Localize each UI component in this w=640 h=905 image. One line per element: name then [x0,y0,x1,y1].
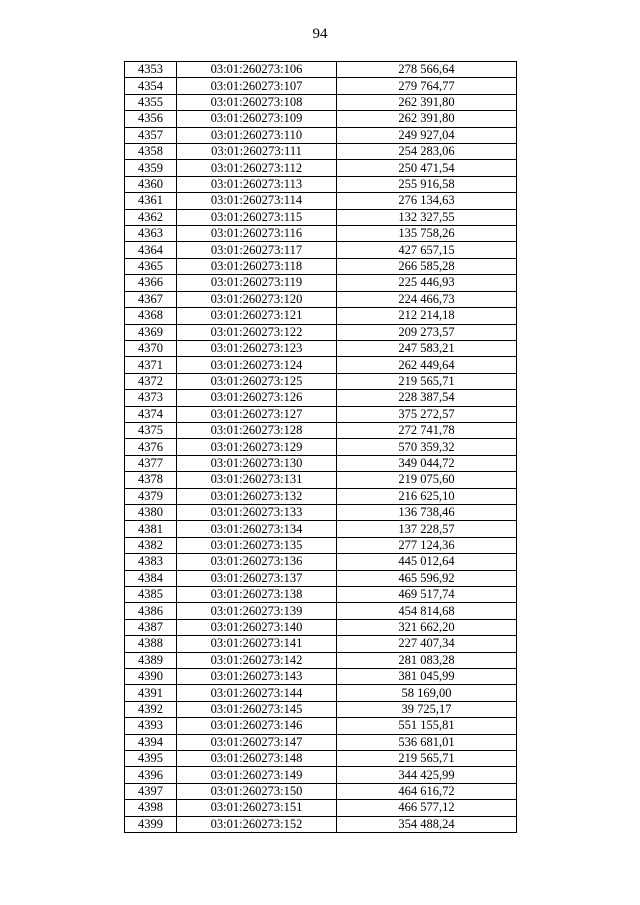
value-cell: 219 565,71 [337,751,517,767]
value-cell: 216 625,10 [337,488,517,504]
value-cell: 136 738,46 [337,504,517,520]
cadastral-number-cell: 03:01:260273:126 [177,390,337,406]
cadastral-number-cell: 03:01:260273:146 [177,718,337,734]
table-row [125,800,517,816]
table-row [125,701,517,717]
row-number-cell: 4395 [125,751,177,767]
cadastral-number-cell: 03:01:260273:121 [177,308,337,324]
cadastral-number-cell: 03:01:260273:144 [177,685,337,701]
table-row [125,521,517,537]
parcel-table-body [125,62,517,833]
table-row [125,734,517,750]
cadastral-number-cell: 03:01:260273:125 [177,373,337,389]
row-number-cell: 4394 [125,734,177,750]
row-number-cell: 4379 [125,488,177,504]
table-row [125,390,517,406]
table-row [125,488,517,504]
table-row [125,587,517,603]
cadastral-number-cell: 03:01:260273:111 [177,144,337,160]
cadastral-number-cell: 03:01:260273:129 [177,439,337,455]
row-number-cell: 4390 [125,669,177,685]
cadastral-number-cell: 03:01:260273:124 [177,357,337,373]
value-cell: 279 764,77 [337,78,517,94]
value-cell: 321 662,20 [337,619,517,635]
row-number-cell: 4360 [125,176,177,192]
cadastral-number-cell: 03:01:260273:127 [177,406,337,422]
value-cell: 247 583,21 [337,340,517,356]
value-cell: 137 228,57 [337,521,517,537]
value-cell: 219 565,71 [337,373,517,389]
cadastral-number-cell: 03:01:260273:115 [177,209,337,225]
value-cell: 39 725,17 [337,701,517,717]
cadastral-number-cell: 03:01:260273:151 [177,800,337,816]
table-row [125,554,517,570]
table-row [125,291,517,307]
cadastral-number-cell: 03:01:260273:122 [177,324,337,340]
cadastral-number-cell: 03:01:260273:140 [177,619,337,635]
row-number-cell: 4399 [125,816,177,832]
cadastral-number-cell: 03:01:260273:131 [177,472,337,488]
table-row [125,652,517,668]
row-number-cell: 4354 [125,78,177,94]
cadastral-number-cell: 03:01:260273:107 [177,78,337,94]
value-cell: 375 272,57 [337,406,517,422]
cadastral-number-cell: 03:01:260273:117 [177,242,337,258]
value-cell: 209 273,57 [337,324,517,340]
cadastral-number-cell: 03:01:260273:128 [177,422,337,438]
cadastral-number-cell: 03:01:260273:148 [177,751,337,767]
value-cell: 249 927,04 [337,127,517,143]
value-cell: 262 391,80 [337,94,517,110]
value-cell: 281 083,28 [337,652,517,668]
table-row [125,111,517,127]
cadastral-number-cell: 03:01:260273:134 [177,521,337,537]
value-cell: 250 471,54 [337,160,517,176]
cadastral-number-cell: 03:01:260273:139 [177,603,337,619]
row-number-cell: 4398 [125,800,177,816]
table-row [125,636,517,652]
cadastral-number-cell: 03:01:260273:142 [177,652,337,668]
value-cell: 427 657,15 [337,242,517,258]
value-cell: 254 283,06 [337,144,517,160]
table-row [125,258,517,274]
cadastral-number-cell: 03:01:260273:123 [177,340,337,356]
value-cell: 464 616,72 [337,783,517,799]
table-row [125,816,517,832]
cadastral-number-cell: 03:01:260273:152 [177,816,337,832]
row-number-cell: 4380 [125,504,177,520]
cadastral-number-cell: 03:01:260273:149 [177,767,337,783]
value-cell: 272 741,78 [337,422,517,438]
row-number-cell: 4388 [125,636,177,652]
cadastral-number-cell: 03:01:260273:118 [177,258,337,274]
cadastral-number-cell: 03:01:260273:137 [177,570,337,586]
table-row [125,439,517,455]
value-cell: 469 517,74 [337,587,517,603]
value-cell: 262 391,80 [337,111,517,127]
row-number-cell: 4359 [125,160,177,176]
table-row [125,718,517,734]
row-number-cell: 4389 [125,652,177,668]
row-number-cell: 4377 [125,455,177,471]
cadastral-number-cell: 03:01:260273:138 [177,587,337,603]
table-row [125,78,517,94]
value-cell: 227 407,34 [337,636,517,652]
cadastral-number-cell: 03:01:260273:119 [177,275,337,291]
table-row [125,226,517,242]
row-number-cell: 4374 [125,406,177,422]
row-number-cell: 4357 [125,127,177,143]
table-row [125,275,517,291]
table-row [125,340,517,356]
table-row [125,603,517,619]
value-cell: 276 134,63 [337,193,517,209]
row-number-cell: 4370 [125,340,177,356]
table-row [125,537,517,553]
cadastral-number-cell: 03:01:260273:120 [177,291,337,307]
table-row [125,455,517,471]
table-row [125,570,517,586]
value-cell: 445 012,64 [337,554,517,570]
value-cell: 381 045,99 [337,669,517,685]
table-row [125,472,517,488]
value-cell: 135 758,26 [337,226,517,242]
row-number-cell: 4378 [125,472,177,488]
parcel-table [124,61,517,833]
row-number-cell: 4387 [125,619,177,635]
row-number-cell: 4386 [125,603,177,619]
table-row [125,504,517,520]
table-row [125,767,517,783]
table-row [125,373,517,389]
value-cell: 262 449,64 [337,357,517,373]
row-number-cell: 4367 [125,291,177,307]
table-row [125,669,517,685]
row-number-cell: 4366 [125,275,177,291]
cadastral-number-cell: 03:01:260273:136 [177,554,337,570]
cadastral-number-cell: 03:01:260273:114 [177,193,337,209]
value-cell: 551 155,81 [337,718,517,734]
row-number-cell: 4397 [125,783,177,799]
row-number-cell: 4385 [125,587,177,603]
row-number-cell: 4373 [125,390,177,406]
table-row [125,422,517,438]
row-number-cell: 4362 [125,209,177,225]
row-number-cell: 4384 [125,570,177,586]
value-cell: 266 585,28 [337,258,517,274]
value-cell: 570 359,32 [337,439,517,455]
cadastral-number-cell: 03:01:260273:113 [177,176,337,192]
table-row [125,160,517,176]
row-number-cell: 4358 [125,144,177,160]
table-row [125,685,517,701]
value-cell: 255 916,58 [337,176,517,192]
table-row [125,209,517,225]
table-row [125,62,517,78]
row-number-cell: 4391 [125,685,177,701]
value-cell: 536 681,01 [337,734,517,750]
value-cell: 344 425,99 [337,767,517,783]
table-row [125,751,517,767]
row-number-cell: 4369 [125,324,177,340]
page-number: 94 [312,26,328,42]
cadastral-number-cell: 03:01:260273:109 [177,111,337,127]
cadastral-number-cell: 03:01:260273:108 [177,94,337,110]
row-number-cell: 4383 [125,554,177,570]
row-number-cell: 4382 [125,537,177,553]
row-number-cell: 4363 [125,226,177,242]
row-number-cell: 4396 [125,767,177,783]
row-number-cell: 4381 [125,521,177,537]
value-cell: 225 446,93 [337,275,517,291]
value-cell: 132 327,55 [337,209,517,225]
table-row [125,308,517,324]
value-cell: 466 577,12 [337,800,517,816]
value-cell: 228 387,54 [337,390,517,406]
row-number-cell: 4368 [125,308,177,324]
row-number-cell: 4353 [125,62,177,78]
cadastral-number-cell: 03:01:260273:135 [177,537,337,553]
row-number-cell: 4376 [125,439,177,455]
table-row [125,406,517,422]
row-number-cell: 4356 [125,111,177,127]
table-row [125,193,517,209]
row-number-cell: 4364 [125,242,177,258]
row-number-cell: 4393 [125,718,177,734]
row-number-cell: 4365 [125,258,177,274]
cadastral-number-cell: 03:01:260273:112 [177,160,337,176]
value-cell: 354 488,24 [337,816,517,832]
table-row [125,324,517,340]
cadastral-number-cell: 03:01:260273:130 [177,455,337,471]
table-row [125,144,517,160]
row-number-cell: 4375 [125,422,177,438]
row-number-cell: 4371 [125,357,177,373]
cadastral-number-cell: 03:01:260273:145 [177,701,337,717]
value-cell: 58 169,00 [337,685,517,701]
row-number-cell: 4355 [125,94,177,110]
table-row [125,242,517,258]
cadastral-number-cell: 03:01:260273:143 [177,669,337,685]
row-number-cell: 4372 [125,373,177,389]
row-number-cell: 4392 [125,701,177,717]
cadastral-number-cell: 03:01:260273:133 [177,504,337,520]
cadastral-number-cell: 03:01:260273:106 [177,62,337,78]
cadastral-number-cell: 03:01:260273:116 [177,226,337,242]
table-row [125,357,517,373]
table-row [125,176,517,192]
cadastral-number-cell: 03:01:260273:132 [177,488,337,504]
cadastral-number-cell: 03:01:260273:150 [177,783,337,799]
value-cell: 277 124,36 [337,537,517,553]
value-cell: 454 814,68 [337,603,517,619]
table-row [125,127,517,143]
row-number-cell: 4361 [125,193,177,209]
table-row [125,94,517,110]
cadastral-number-cell: 03:01:260273:141 [177,636,337,652]
value-cell: 465 596,92 [337,570,517,586]
value-cell: 278 566,64 [337,62,517,78]
value-cell: 224 466,73 [337,291,517,307]
value-cell: 349 044,72 [337,455,517,471]
value-cell: 219 075,60 [337,472,517,488]
cadastral-number-cell: 03:01:260273:110 [177,127,337,143]
table-row [125,783,517,799]
value-cell: 212 214,18 [337,308,517,324]
cadastral-number-cell: 03:01:260273:147 [177,734,337,750]
table-row [125,619,517,635]
